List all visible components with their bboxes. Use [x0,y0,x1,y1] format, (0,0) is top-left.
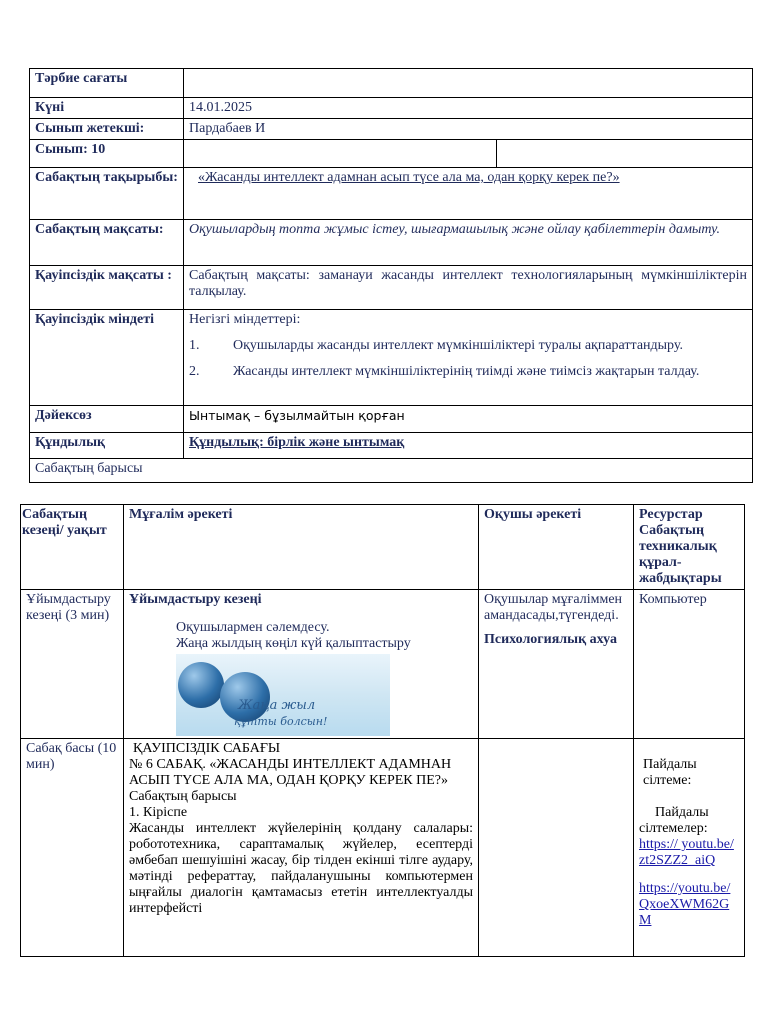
mood-line: Жаңа жылдың көңіл күй қалыптастыру [176,636,411,651]
value-topic: «Жасанды интеллект адамнан асып түсе ала ма, одан қорқу керек пе?» [184,168,753,220]
task-1-text: Оқушыларды жасанды интеллект мүмкіншіліктері туралы ақпараттандыру. [233,338,683,353]
lesson-plan-table [20,504,745,957]
value-value: Құндылық: бірлік және ынтымақ [184,433,753,459]
header-resources: Ресурстар Сабақтың техникалық құрал-жабдықтары [634,505,745,590]
stage-organization: Ұйымдастыру кезеңі (3 мин) [21,590,124,739]
video-link-2[interactable]: https://youtu.be/QxoeXWM62GM [639,881,731,928]
banner-text-2: құтты болсын! [234,715,328,728]
value-quote: Ынтымақ – бұзылмайтын қорған [184,406,753,433]
task-2-number: 2. [189,364,200,379]
lesson-progress-line: Сабақтың барысы [129,789,237,804]
header-teacher: Мұғалім әрекеті [124,505,479,590]
ornament-ball-icon [178,662,224,708]
value-goal: Оқушылардың топта жұмыс істеу, шығармашылық және ойлау қабілеттерін дамыту. [184,220,753,266]
lesson-progress-caption: Сабақтың барысы [30,459,753,483]
label-safety-goal: Қауіпсіздік мақсаты : [30,266,184,310]
lesson-number-title: № 6 САБАҚ. «ЖАСАНДЫ ИНТЕЛЛЕКТ АДАМНАН АСЫП ТҮСЕ АЛА МА, ОДАН ҚОРҚУ КЕРЕК ПЕ?» [129,757,452,788]
stage-intro: Сабақ басы (10 мин) [21,739,124,957]
student-greeting: Оқушылар мұғаліммен амандасады,түгендеді. [484,592,623,623]
psychological-climate: Психологиялық ахуа [484,632,617,647]
value-class-b [497,140,753,168]
new-year-banner-image [176,654,390,736]
task-2-text: Жасанды интеллект мүмкіншіліктерінің тиімді және тиімсіз жақтарын талдау. [233,364,700,379]
greeting-line: Оқушылармен сәлемдесу. [176,620,330,635]
label-value: Құндылық [30,433,184,459]
teacher-organization [124,590,479,739]
label-date: Күні [30,98,184,119]
tasks-intro: Негізгі міндеттері: [189,312,301,327]
useful-links-label: Пайдалы сілтемелер: [639,805,709,836]
value-education-hour [184,69,753,98]
label-safety-tasks: Қауіпсіздік міндеті [30,310,184,406]
label-class: Сынып: 10 [30,140,184,168]
resource-computer: Компьютер [634,590,745,739]
value-class-a [184,140,497,168]
student-organization [479,590,634,739]
video-link-1[interactable]: https:// youtu.be/ zt2SZZ2_aiQ [639,837,734,868]
intro-paragraph: Жасанды интеллект жүйелерінің қолдану салалары: робототехника, сараптамалық жүйелер, есептерді әмбебап шешуішіні жасау, бір тілден екінші тілге аудару, мәтінді рефераттау, пайдаланушыны компьютермен ыңғайлы диалогін қамтамасыз ететін интеллектуалды интерфейсті [129,821,473,916]
label-topic: Сабақтың тақырыбы: [30,168,184,220]
value-date: 14.01.2025 [184,98,753,119]
organization-title: Ұйымдастыру кезеңі [129,592,262,607]
student-intro [479,739,634,957]
value-safety-tasks [184,310,753,406]
task-1-number: 1. [189,338,200,353]
label-quote: Дәйексөз [30,406,184,433]
header-stage: Сабақтың кезеңі/ уақыт [21,505,124,590]
teacher-intro [124,739,479,957]
label-education-hour: Тәрбие сағаты [30,69,184,98]
safety-lesson-title: ҚАУІПСІЗДІК САБАҒЫ [133,741,281,756]
label-class-teacher: Сынып жетекші: [30,119,184,140]
value-class-teacher: Пардабаев И [184,119,753,140]
introduction-line: 1. Кіріспе [129,805,188,820]
header-student: Оқушы әрекеті [479,505,634,590]
lesson-info-table [29,68,753,483]
value-safety-goal: Сабақтың мақсаты: заманауи жасанды интеллект технологияларының мүмкіншіліктерін талқылау. [184,266,753,310]
useful-link-label: Пайдалы сілтеме: [643,757,697,788]
resources-links [634,739,745,957]
banner-text-1: Жаңа жыл [238,698,316,713]
label-goal: Сабақтың мақсаты: [30,220,184,266]
